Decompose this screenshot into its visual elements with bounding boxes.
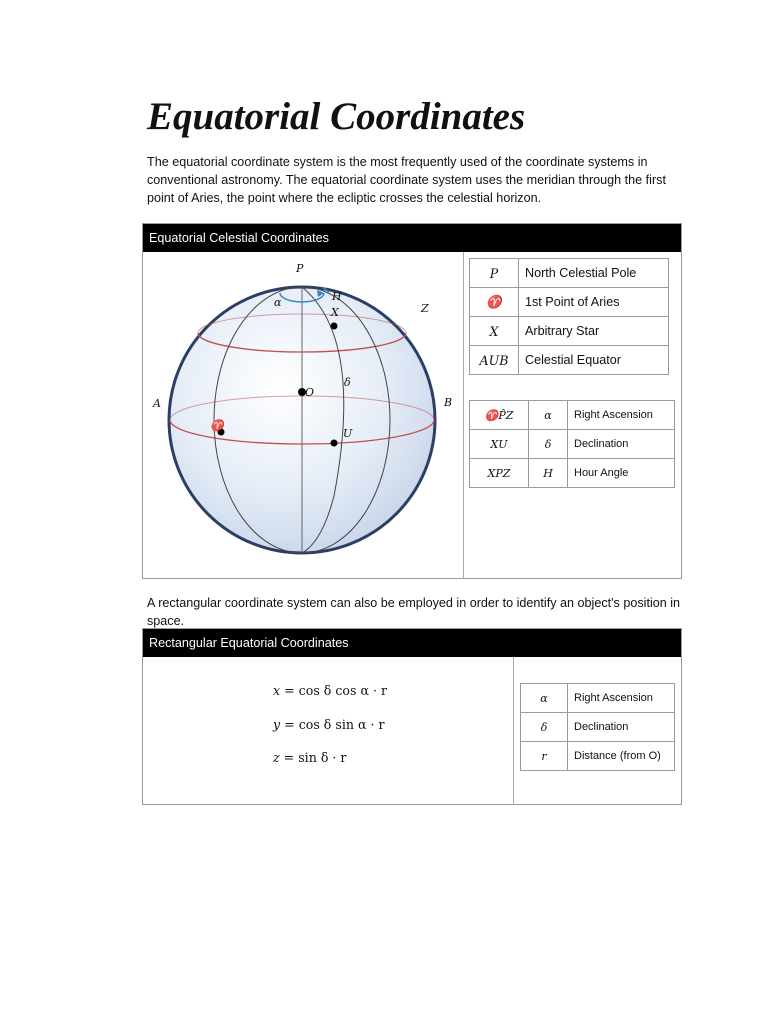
column-divider: [513, 657, 514, 804]
table-row: [470, 288, 669, 317]
angle-label: Right Ascension: [568, 401, 675, 430]
table-row: [521, 742, 675, 771]
label-z: Z: [421, 302, 429, 315]
table-row: [470, 317, 669, 346]
table-row: [470, 459, 675, 488]
table-row: [521, 713, 675, 742]
formula-lhs: z: [273, 750, 280, 765]
formula-z: [273, 750, 413, 765]
angle-symbol: H: [529, 459, 568, 488]
rect-intro-paragraph: A rectangular coordinate system can also be employed in order to identify an object's position in space.: [147, 596, 681, 628]
label-o: O: [305, 386, 315, 399]
arc-symbol: XPZ: [470, 459, 529, 488]
table-row: [470, 259, 669, 288]
formula-rhs: = cos δ sin α · r: [284, 717, 385, 732]
label-delta: δ: [344, 376, 351, 389]
formula-rhs: = sin δ · r: [283, 750, 347, 765]
legend-label: North Celestial Pole: [519, 259, 669, 288]
label-h: H: [332, 290, 342, 303]
page-title: Equatorial Coordinates: [147, 95, 526, 138]
legend-symbol: P: [470, 259, 519, 288]
legend-label: 1st Point of Aries: [519, 288, 669, 317]
legend-label: Celestial Equator: [519, 346, 669, 375]
legend-symbol: α: [521, 684, 568, 713]
table-row: [470, 401, 675, 430]
legend-label: Right Ascension: [568, 684, 675, 713]
label-x: X: [331, 306, 339, 319]
angle-symbol: δ: [529, 430, 568, 459]
equator-point-u: [331, 440, 338, 447]
table-row: [470, 346, 669, 375]
formula-rhs: = cos δ cos α · r: [284, 683, 388, 698]
rectangular-coordinates-box: [142, 628, 682, 805]
angle-legend-table: [469, 400, 675, 488]
column-divider: [463, 252, 464, 578]
angle-label: Hour Angle: [568, 459, 675, 488]
formula-y: [273, 717, 413, 732]
legend-symbol: δ: [521, 713, 568, 742]
angle-label: Declination: [568, 430, 675, 459]
rect-legend-table: [520, 683, 675, 771]
section-header: Rectangular Equatorial Coordinates: [143, 629, 681, 657]
formula-x: [273, 683, 413, 698]
formula-lhs: y: [273, 717, 281, 732]
label-alpha: α: [274, 296, 282, 309]
table-row: [470, 430, 675, 459]
celestial-sphere-diagram: [143, 252, 463, 578]
legend-label: Distance (from O): [568, 742, 675, 771]
legend-symbol: ♈: [470, 288, 519, 317]
legend-symbol: r: [521, 742, 568, 771]
arc-symbol: XU: [470, 430, 529, 459]
point-legend-table: [469, 258, 669, 375]
label-b: B: [444, 396, 453, 409]
label-p: P: [296, 262, 304, 275]
legend-symbol: AUB: [470, 346, 519, 375]
star-point: [331, 323, 338, 330]
legend-label: Arbitrary Star: [519, 317, 669, 346]
section-header: Equatorial Celestial Coordinates: [143, 224, 681, 252]
label-a: A: [153, 397, 161, 410]
formula-lhs: x: [273, 683, 281, 698]
table-row: [521, 684, 675, 713]
legend-symbol: X: [470, 317, 519, 346]
label-u: U: [343, 427, 353, 440]
angle-symbol: α: [529, 401, 568, 430]
legend-label: Declination: [568, 713, 675, 742]
equatorial-celestial-box: [142, 223, 682, 579]
intro-paragraph: The equatorial coordinate system is the most frequently used of the coordinate systems in conventional astronomy. The equatorial coordinate system uses the meridian through the first point of Aries, the point where the ecliptic crosses the celestial horizon.: [147, 155, 666, 205]
label-aries: ♈: [210, 419, 224, 432]
arc-symbol: ♈P̂Z: [470, 401, 529, 430]
